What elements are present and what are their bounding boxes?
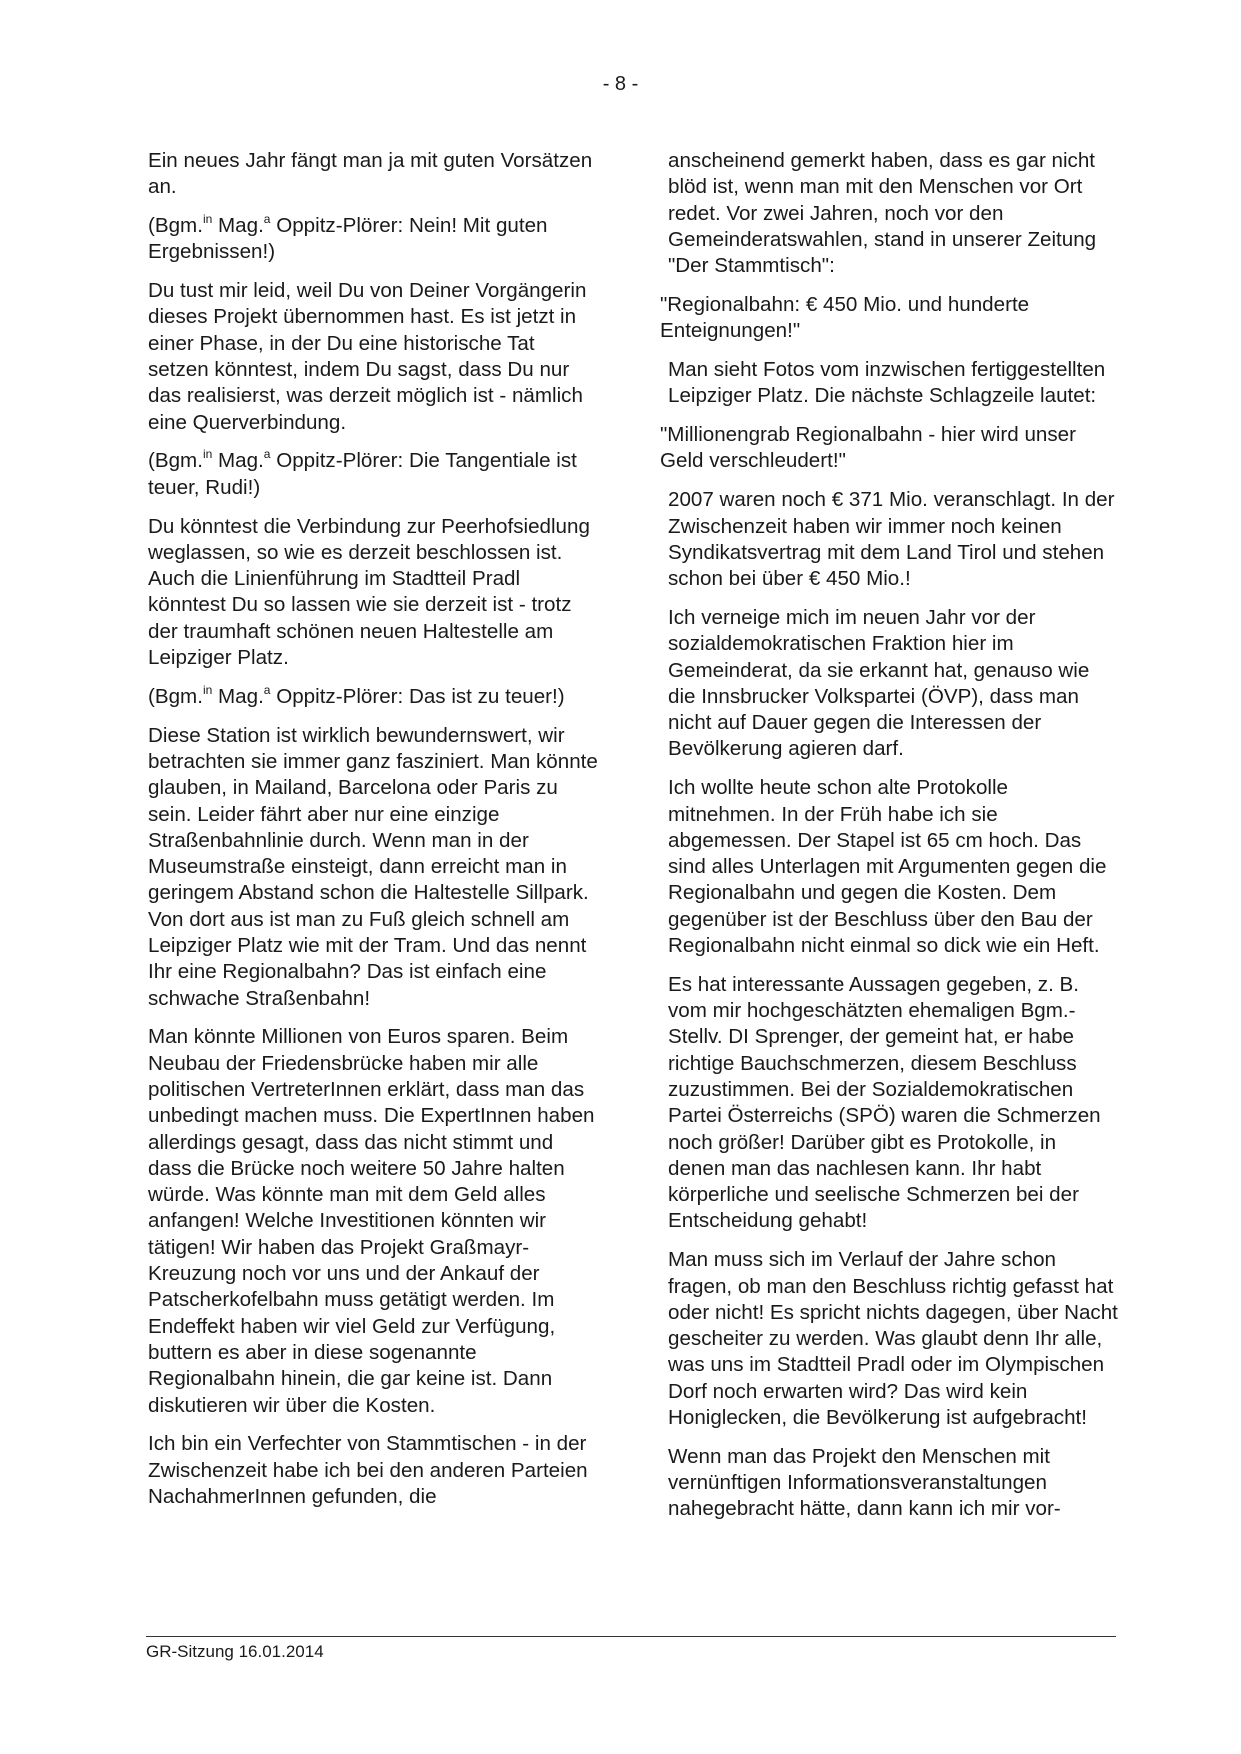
paragraph: Man muss sich im Verlauf der Jahre schon fragen, ob man den Beschluss richtig gefasst hat oder nicht! Es spricht nichts dagegen, über Nacht gescheiter zu werden. Was glaubt denn Ihr alle, was uns im Stadtteil Pradl oder im Olympischen Dorf noch erwarten wird? Das wird kein Honiglecken, die Bevölkerung ist aufgebracht!: [668, 1248, 1118, 1430]
right-column: [660, 148, 1118, 1535]
interjection: (Bgm.$^{in}$ Mag.$^a$ Oppitz-Plörer: Das ist zu teuer!): [148, 682, 565, 708]
page-number: - 8 -: [602, 73, 639, 95]
paragraph: Man könnte Millionen von Euros sparen. Beim Neubau der Friedensbrücke haben mir alle politischen VertreterInnen erklärt, dass man das unbedingt machen muss. Die ExpertInnen haben allerdings gesagt, dass das nicht stimmt und dass die Brücke noch weitere 50 Jahre halten würde. Was könnte man mit dem Geld alles anfangen! Welche Investitionen könnten wir tätigen! Wir haben das Projekt Graßmayr-Kreuzung noch vor uns und der Ankauf der Patscherkofelbahn muss getätigt werden. Im Endeffekt haben wir viel Geld zur Verfügung, buttern es aber in diese sogenannte Regionalbahn hinein, die gar keine ist. Dann diskutieren wir über die Kosten.: [148, 1025, 595, 1417]
paragraph: Du tust mir leid, weil Du von Deiner Vorgängerin dieses Projekt übernommen hast. Es ist jetzt in einer Phase, in der Du eine historische Tat setzen könntest, indem Du sagst, dass Du nur das realisierst, was derzeit möglich ist - nämlich eine Querverbindung.: [148, 279, 587, 434]
paragraph: Es hat interessante Aussagen gegeben, z. B. vom mir hochgeschätzten ehemaligen Bgm.-Stellv. DI Sprenger, der gemeint hat, er habe richtige Bauchschmerzen, diesem Beschluss zuzustimmen. Bei der Sozialdemokratischen Partei Österreichs (SPÖ) waren die Schmerzen noch größer! Darüber gibt es Protokolle, in denen man das nachlesen kann. Ihr habt körperliche und seelische Schmerzen bei der Entscheidung gehabt!: [668, 972, 1101, 1233]
paragraph: Wenn man das Projekt den Menschen mit vernünftigen Informationsveranstaltungen nahegebracht hätte, dann kann ich mir vor-: [668, 1444, 1061, 1521]
paragraph: Ich wollte heute schon alte Protokolle mitnehmen. In der Früh habe ich sie abgemessen. Der Stapel ist 65 cm hoch. Das sind alles Unterlagen mit Argumenten gegen die Regionalbahn und gegen die Kosten. Dem gegenüber ist der Beschluss über den Bau der Regionalbahn nicht einmal so dick wie ein Heft.: [668, 776, 1107, 958]
footer-divider: [146, 1636, 1116, 1637]
paragraph: anscheinend gemerkt haben, dass es gar nicht blöd ist, wenn man mit den Menschen vor Ort redet. Vor zwei Jahren, noch vor den Gemeinderatswahlen, stand in unserer Zeitung "Der Stammtisch":: [668, 149, 1097, 278]
footer-session-date: GR-Sitzung 16.01.2014: [146, 1642, 324, 1661]
quote: "Regionalbahn: € 450 Mio. und hunderte Enteignungen!": [660, 292, 1030, 343]
paragraph: Ich verneige mich im neuen Jahr vor der sozialdemokratischen Fraktion hier im Gemeinderat, da sie erkannt hat, genauso wie die Innsbrucker Volkspartei (ÖVP), dass man nicht auf Dauer gegen die Interessen der Bevölkerung agieren darf.: [668, 605, 1090, 761]
paragraph: Ich bin ein Verfechter von Stammtischen - in der Zwischenzeit habe ich bei den anderen Parteien NachahmerInnen gefunden, die: [148, 1432, 588, 1508]
quote: "Millionengrab Regionalbahn - hier wird unser Geld verschleudert!": [660, 423, 1076, 473]
paragraph: Du könntest die Verbindung zur Peerhofsiedlung weglassen, so wie es derzeit beschlossen ist. Auch die Linienführung im Stadtteil Pradl könntest Du so lassen wie sie derzeit ist - trotz der traumhaft schönen neuen Haltestelle am Leipziger Platz.: [148, 514, 590, 670]
paragraph: Diese Station ist wirklich bewundernswert, wir betrachten sie immer ganz fasziniert. Man könnte glauben, in Mailand, Barcelona oder Paris zu sein. Leider fährt aber nur eine einzige Straßenbahnlinie durch. Wenn man in der Museumstraße einsteigt, dann erreicht man in geringem Abstand schon die Haltestelle Sillpark. Von dort aus ist man zu Fuß gleich schnell am Leipziger Platz wie mit der Tram. Und das nennt Ihr eine Regionalbahn? Das ist einfach eine schwache Straßenbahn!: [148, 723, 598, 1010]
interjection: (Bgm.$^{in}$ Mag.$^a$ Oppitz-Plörer: Nein! Mit guten Ergebnissen!): [148, 212, 548, 264]
left-column: [148, 148, 598, 1523]
paragraph: 2007 waren noch € 371 Mio. veranschlagt. In der Zwischenzeit haben wir immer noch keinen Syndikatsvertrag mit dem Land Tirol und stehen schon bei über € 450 Mio.!: [668, 488, 1115, 591]
interjection: (Bgm.$^{in}$ Mag.$^a$ Oppitz-Plörer: Die Tangentiale ist teuer, Rudi!): [148, 447, 577, 499]
paragraph: Man sieht Fotos vom inzwischen fertiggestellten Leipziger Platz. Die nächste Schlagzeile lautet:: [668, 358, 1106, 408]
paragraph: Ein neues Jahr fängt man ja mit guten Vorsätzen an.: [148, 149, 593, 199]
